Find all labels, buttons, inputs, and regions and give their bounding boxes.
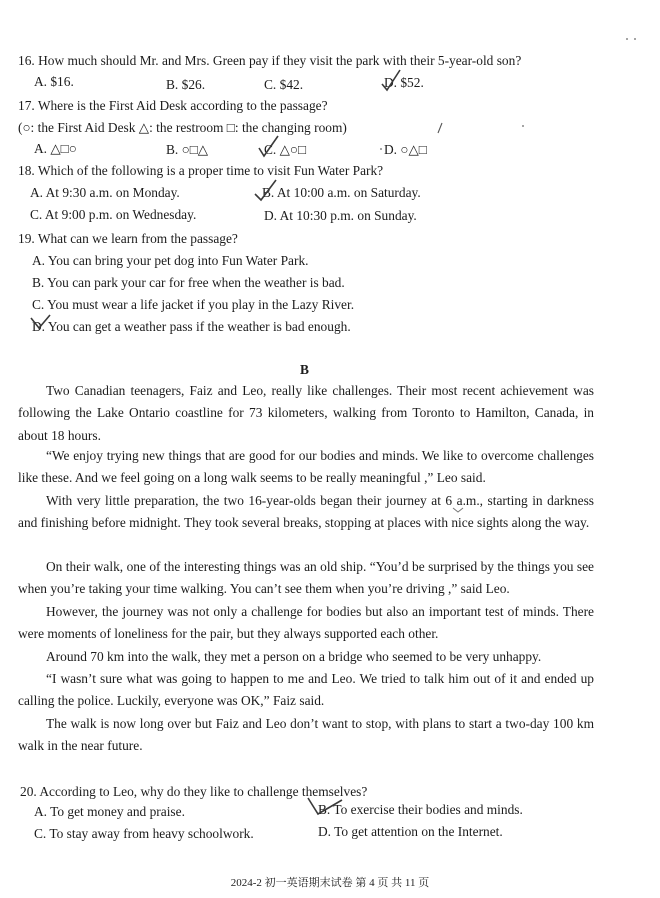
scan-speck: [522, 125, 524, 127]
q17-option-b: B. ○□△: [166, 142, 209, 157]
passage-paragraph-8: The walk is now long over but Faiz and Leo don’t want to stop, with plans to start a two-day 100 km walk in the near future.: [18, 716, 594, 754]
stray-pencil-tick: [436, 122, 444, 134]
q16-option-d: D. $52.: [384, 75, 424, 90]
q19-option-c: C. You must wear a life jacket if you play in the Lazy River.: [32, 297, 355, 312]
scan-speck: [380, 148, 382, 150]
scan-speck: [634, 38, 636, 40]
passage-paragraph-1: Two Canadian teenagers, Faiz and Leo, really like challenges. Their most recent achievement was following the Lake Ontario coastline for 73 kilometers, walking from Toronto to Hamilton, Canada, in about 18 hours.: [18, 383, 594, 443]
q17-stem: 17. Where is the First Aid Desk according to the passage?: [18, 98, 328, 113]
section-b-heading: B: [300, 362, 309, 377]
q20-option-b: B. To exercise their bodies and minds.: [318, 802, 523, 817]
q17-option-d: D. ○△□: [384, 142, 427, 157]
passage-paragraph-7: “I wasn’t sure what was going to happen to me and Leo. We tried to talk him out of it and ended up calling the police. Luckily, everyone was OK,” Faiz said.: [18, 671, 594, 709]
q19-option-d: D. You can get a weather pass if the weather is bad enough.: [32, 319, 351, 334]
passage-paragraph-2: “We enjoy trying new things that are good for our bodies and minds. We like to overcome challenges like these. And we feel going on a long walk seems to be really meaningful ,” Leo said.: [18, 448, 594, 486]
q16-option-c: C. $42.: [264, 77, 304, 92]
q18-option-c: C. At 9:00 p.m. on Wednesday.: [30, 207, 197, 222]
q19-option-a: A. You can bring your pet dog into Fun Water Park.: [32, 253, 309, 268]
q18-option-b: B. At 10:00 a.m. on Saturday.: [262, 185, 421, 200]
passage-paragraph-3: With very little preparation, the two 16-year-olds began their journey at 6 a.m., starting in darkness and finishing before midnight. They took several breaks, stopping at places with nice sights along the way.: [18, 493, 594, 531]
q18-option-a: A. At 9:30 a.m. on Monday.: [30, 185, 180, 200]
q18-option-d: D. At 10:30 p.m. on Sunday.: [264, 208, 417, 223]
passage-paragraph-5: However, the journey was not only a challenge for bodies but also an important test of minds. There were moments of loneliness for the pair, but they always supported each other.: [18, 604, 594, 642]
scan-speck: [626, 38, 628, 40]
page-footer: 2024-2 初一英语期末试卷 第 4 页 共 11 页: [230, 877, 430, 889]
q20-stem: 20. According to Leo, why do they like to challenge themselves?: [20, 784, 368, 799]
q17-legend: (○: the First Aid Desk △: the restroom □: the changing room): [18, 120, 347, 135]
q20-option-c: C. To stay away from heavy schoolwork.: [34, 826, 254, 841]
q16-stem: 16. How much should Mr. and Mrs. Green pay if they visit the park with their 5-year-old son?: [18, 53, 522, 68]
q19-stem: 19. What can we learn from the passage?: [18, 231, 238, 246]
q20-option-d: D. To get attention on the Internet.: [318, 824, 503, 839]
q17-option-a: A. △□○: [34, 141, 77, 156]
passage-paragraph-4: On their walk, one of the interesting things was an old ship. “You’d be surprised by the things you see when you’re taking your time walking. You can’t see them when you’re driving ,” said Leo.: [18, 559, 594, 597]
q19-option-b: B. You can park your car for free when the weather is bad.: [32, 275, 345, 290]
q20-option-a: A. To get money and praise.: [34, 804, 185, 819]
q16-option-b: B. $26.: [166, 77, 206, 92]
passage-paragraph-6: Around 70 km into the walk, they met a person on a bridge who seemed to be very unhappy.: [46, 649, 542, 664]
q18-stem: 18. Which of the following is a proper time to visit Fun Water Park?: [18, 163, 384, 178]
q17-option-c: C. △○□: [264, 142, 307, 157]
q16-option-a: A. $16.: [34, 74, 74, 89]
